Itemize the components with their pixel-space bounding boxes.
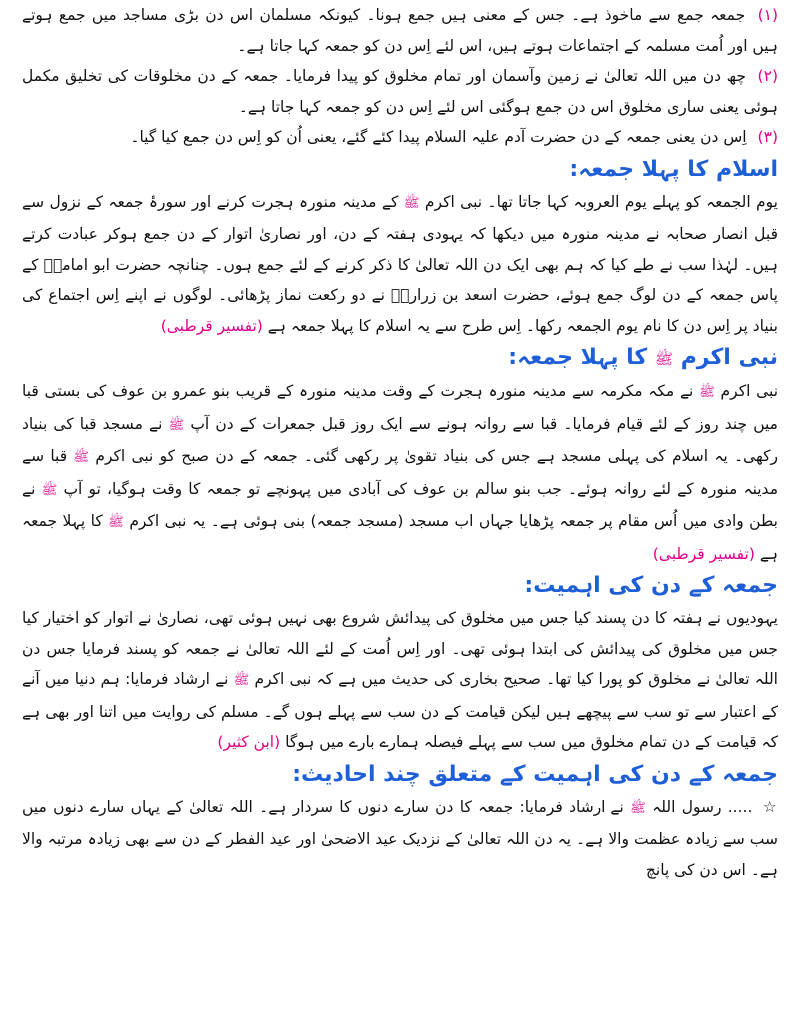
text: نے مسجد قبا کی بنیاد رکھی۔ یہ اسلام کی پہلی مسجد ہے جس کی بنیاد تقویٰ پر رکھی گئی۔ جمعہ کے دن صبح کو نبی اکرم — [22, 414, 778, 465]
pbuh-honorific: ﷺ — [41, 482, 58, 498]
item-text: اِس دن یعنی جمعہ کے دن حضرت آدم علیہ السلام پیدا کئے گئے، یعنی اُن کو اِس دن جمع کیا گیا۔ — [130, 128, 747, 146]
text: ..... رسول اللہ — [652, 797, 753, 816]
intro-item-3 — [22, 122, 778, 153]
pbuh-honorific: ﷺ — [403, 195, 420, 211]
reference: (تفسیر قرطبی) — [160, 316, 263, 335]
pbuh-honorific: ﷺ — [168, 417, 185, 433]
section-heading-prophet-first-jumuah — [22, 341, 778, 376]
item-text: چھ دن میں اللہ تعالیٰ نے زمین وآسمان اور تمام مخلوق کو پیدا فرمایا۔ جمعہ کے دن مخلوقات کی تخلیق مکمل ہوئی یعنی ساری مخلوق اس دن جمع ہوگئی اس لئے اِس دن کو جمعہ کہا جاتا ہے۔ — [22, 67, 778, 116]
heading-text: کا پہلا جمعہ: — [508, 345, 648, 370]
section3-paragraph — [22, 603, 778, 758]
section-heading-importance-of-friday: جمعہ کے دن کی اہمیت: — [524, 573, 778, 598]
star-icon: ☆ — [762, 797, 778, 816]
item-number: (۲) — [757, 67, 778, 85]
text: نے مکہ مکرمہ سے مدینہ منورہ ہجرت کے وقت مدینہ منورہ کے قریب بنو عمرو بن عوف کی بستی قبا میں چند روز کے لئے قیام فرمایا۔ قبا سے روانہ ہونے سے ایک روز قبل جمعرات کے دن آپ — [22, 382, 778, 433]
pbuh-honorific: ﷺ — [630, 800, 646, 816]
item-number: (۳) — [757, 128, 778, 146]
reference: (تفسیر قرطبی) — [652, 544, 755, 563]
pbuh-honorific: ﷺ — [699, 385, 715, 400]
intro-item-1 — [22, 0, 778, 61]
text: نے بطن وادی میں اُس مقام پر جمعہ پڑھایا جہاں اب مسجد (مسجد جمعہ) بنی ہوئی ہے۔ یہ نبی اکرم — [22, 479, 778, 530]
text: نبی اکرم — [720, 382, 779, 400]
text: یہودیوں نے ہفتہ کا دن پسند کیا جس میں مخلوق کی پیدائش شروع بھی نہیں ہوئی تھی، نصاریٰ نے اتوار کو اختیار کیا جس میں مخلوق کی پیدائش کی ابتدا ہوئی تھی۔ اور اِس اُمت کے لئے اللہ تعالیٰ نے جمعہ کو پسند فرمایا جس دن اللہ تعالیٰ نے مخلوق کو پورا کیا تھا۔ صحیح بخاری کی حدیث میں ہے کہ نبی اکرم — [22, 609, 778, 688]
section2-paragraph — [22, 376, 778, 569]
text: کا پہلا جمعہ ہے — [22, 512, 778, 563]
intro-item-2 — [22, 61, 778, 122]
pbuh-honorific: ﷺ — [233, 673, 250, 688]
section-heading-first-jumuah-islam: اسلام کا پہلا جمعہ: — [569, 156, 778, 182]
item-number: (۱) — [757, 6, 779, 24]
text: کے مدینہ منورہ ہجرت کرنے اور سورۂ جمعہ کے نزول سے قبل انصار صحابہ نے مدینہ منورہ میں دیکھا کہ یہودی ہفتہ کے دن، اور نصاریٰ اتوار کے دن جمع ہوکر عبادت کرتے ہیں۔ لہٰذا سب نے طے کیا کہ ہم بھی ایک دن اللہ تعالیٰ کا ذکر کرنے کے لئے جمع ہوں۔ چنانچہ حضرت ابو امامہؓ کے پاس جمعہ کے دن لوگ جمع ہوئے، حضرت اسعد بن زرارہؓ نے دو رکعت نماز پڑھائی۔ لوگوں نے اپنے اِس اجتماع کی بنیاد پر اِس دن کا نام یوم الجمعہ رکھا۔ اِس طرح سے یہ اسلام کا پہلا جمعہ ہے — [22, 192, 778, 335]
item-text: جمعہ جمع سے ماخوذ ہے۔ جس کے معنی ہیں جمع ہونا۔ کیونکہ مسلمان اس دن بڑی مساجد میں جمع ہوتے ہیں اور اُمت مسلمہ کے اجتماعات ہوتے ہیں، اس لئے اِس دن کو جمعہ کہا جاتا ہے۔ — [22, 6, 778, 55]
section-heading-hadith-friday: جمعہ کے دن کی اہمیت کے متعلق چند احادیث: — [292, 761, 778, 787]
section4-paragraph — [22, 792, 778, 886]
text: نے ارشاد فرمایا: ہم دنیا میں آنے کے اعتبار سے تو سب سے پیچھے ہیں لیکن قیامت کے دن سب سے پہلے ہوں گے۔ مسلم کی روایت میں اتنا اور بھی ہے کہ قیامت کے دن تمام مخلوق میں سب سے پہلے فیصلہ ہمارے بارے میں ہوگا — [22, 670, 778, 751]
text: یوم الجمعہ کو پہلے یوم العروبہ کہا جاتا تھا۔ نبی اکرم — [424, 192, 778, 211]
pbuh-honorific: ﷺ — [73, 450, 90, 465]
pbuh-honorific: ﷺ — [654, 350, 674, 368]
text: قبا سے مدینہ منورہ کے لئے روانہ ہوئے۔ جب بنو سالم بن عوف کی آبادی میں پہونچے تو جمعہ کا وقت ہوگیا، تو آپ — [22, 447, 778, 498]
section1-paragraph — [22, 187, 778, 342]
pbuh-honorific: ﷺ — [108, 515, 124, 530]
heading-text: نبی اکرم — [680, 345, 778, 370]
reference: (ابن کثیر) — [217, 733, 281, 751]
text: نے ارشاد فرمایا: جمعہ کا دن سارے دنوں کا سردار ہے۔ اللہ تعالیٰ کے یہاں سارے دنوں میں سب سے زیادہ عظمت والا ہے۔ یہ دن اللہ تعالیٰ کے نزدیک عید الاضحیٰ اور عید الفطر کے دن سے بھی زیادہ مرتبہ والا ہے۔ اس دن کی پانچ — [22, 797, 778, 879]
